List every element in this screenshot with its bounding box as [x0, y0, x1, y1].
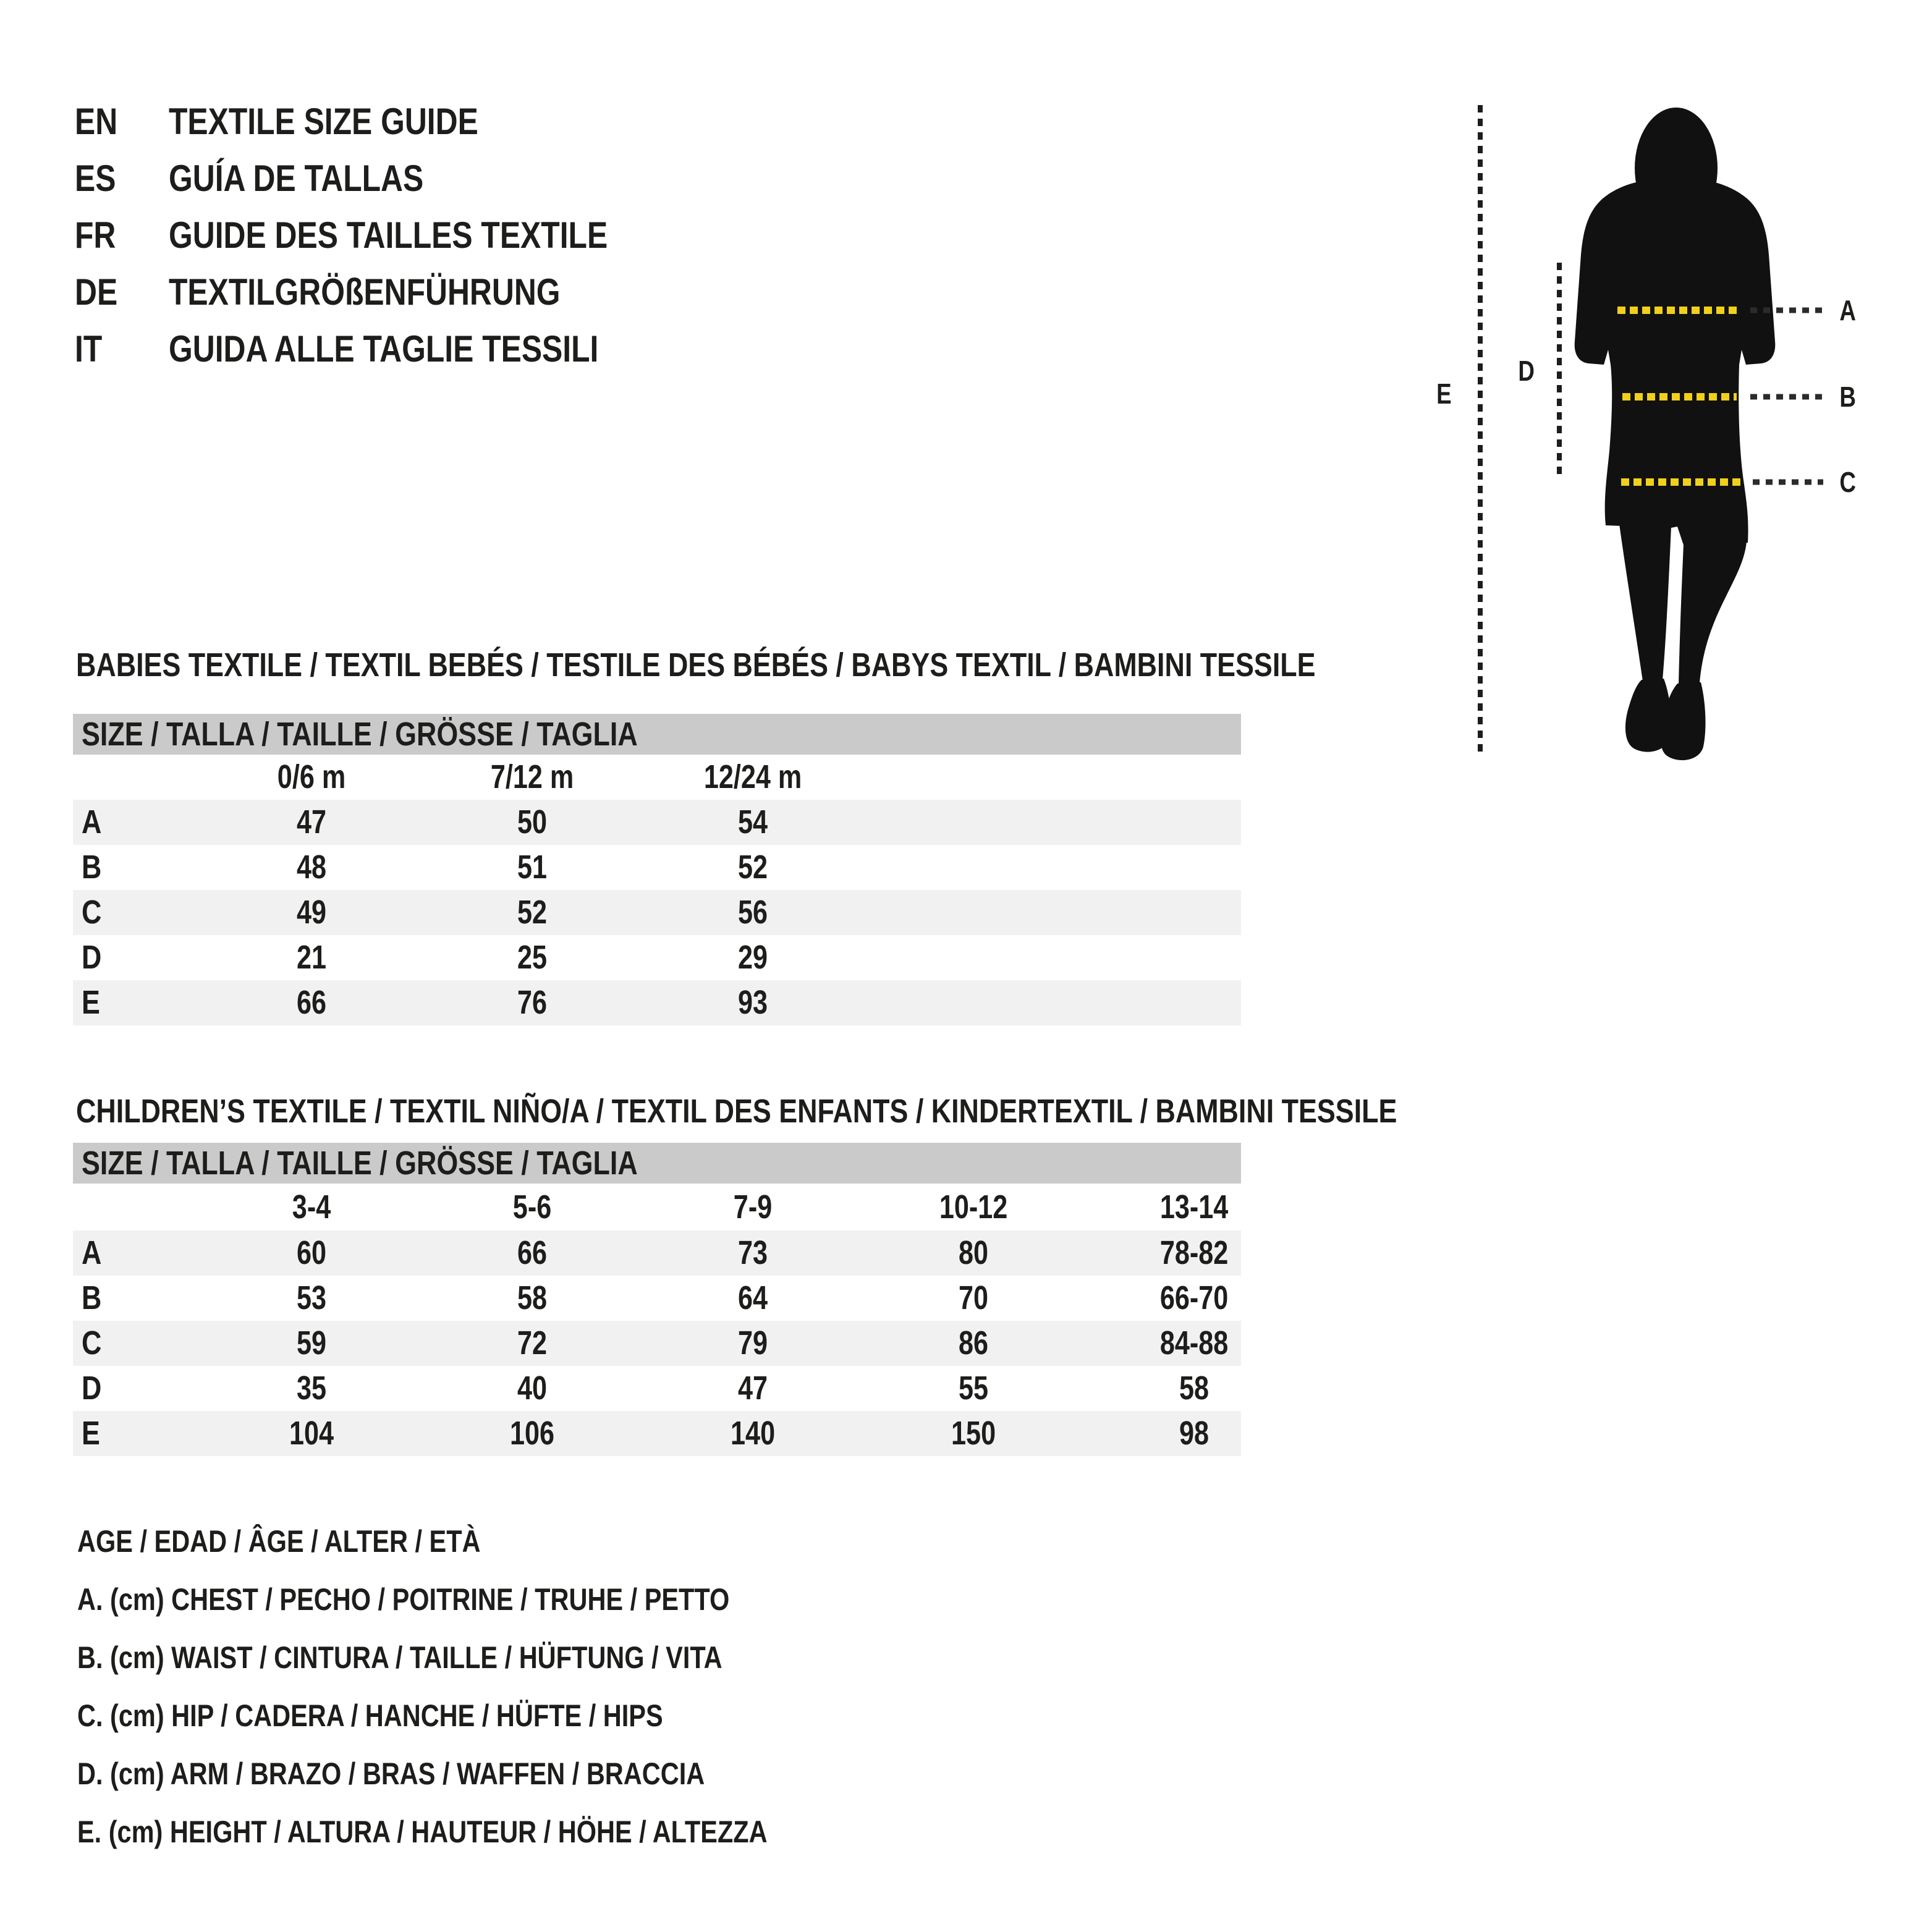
- cell-value: 98: [1179, 1415, 1210, 1452]
- cell-value: 25: [517, 939, 548, 976]
- cell-value: 58: [1179, 1370, 1210, 1407]
- cell-value: 60: [296, 1234, 327, 1271]
- babies-col-0-6m: 0/6 m: [277, 758, 346, 795]
- guide-title: GUÍA DE TALLAS: [169, 157, 424, 199]
- row-label: E: [82, 984, 100, 1021]
- cell-value: 49: [296, 894, 327, 931]
- children-row-d: [73, 1366, 1241, 1411]
- guide-title: GUIDA ALLE TAGLIE TESSILI: [169, 328, 599, 370]
- legend-age-line: AGE / EDAD / ÂGE / ALTER / ETÀ: [77, 1524, 481, 1559]
- children-section-title: CHILDREN’S TEXTILE / TEXTIL NIÑO/A / TEXTIL DES ENFANTS / KINDERTEXTIL / BAMBINI TESSILE: [76, 1093, 1397, 1130]
- row-label: C: [82, 894, 102, 931]
- guide-title: GUIDE DES TAILLES TEXTILE: [169, 214, 608, 256]
- children-row-c: [73, 1321, 1241, 1366]
- cell-value: 66: [517, 1234, 548, 1271]
- cell-value: 53: [296, 1279, 327, 1316]
- cell-value: 35: [296, 1370, 327, 1407]
- language-row-en: [75, 93, 698, 150]
- cell-value: 66-70: [1159, 1279, 1229, 1316]
- babies-section-title: BABIES TEXTILE / TEXTIL BEBÉS / TESTILE DES BÉBÉS / BABYS TEXTIL / BAMBINI TESSILE: [76, 646, 1316, 684]
- cell-value: 80: [958, 1234, 989, 1271]
- cell-value: 54: [737, 803, 768, 841]
- language-row-es: [75, 150, 698, 206]
- measurement-legend: [77, 1512, 909, 1861]
- language-code: IT: [75, 328, 103, 370]
- children-size-header-label: SIZE / TALLA / TAILLE / GRÖSSE / TAGLIA: [82, 1145, 638, 1182]
- cell-value: 47: [737, 1370, 768, 1407]
- cell-value: 76: [517, 984, 548, 1021]
- cell-value: 50: [517, 803, 548, 841]
- cell-value: 150: [951, 1415, 996, 1452]
- row-label: B: [82, 849, 102, 886]
- figure-label-height-e: E: [1436, 378, 1452, 410]
- babies-row-a: [73, 800, 1241, 845]
- cell-value: 70: [958, 1279, 989, 1316]
- row-label: A: [82, 803, 102, 841]
- language-row-it: [75, 320, 698, 377]
- cell-value: 72: [517, 1324, 548, 1362]
- cell-value: 47: [296, 803, 327, 841]
- cell-value: 64: [737, 1279, 768, 1316]
- cell-value: 48: [296, 849, 327, 886]
- children-row-e: [73, 1411, 1241, 1456]
- language-header: [75, 93, 698, 377]
- babies-row-d: [73, 935, 1241, 980]
- babies-row-b: [73, 845, 1241, 890]
- figure-label-hip-c: C: [1839, 466, 1857, 498]
- babies-col-7-12m: 7/12 m: [490, 758, 574, 795]
- children-size-header-bar: [73, 1143, 1241, 1184]
- babies-row-c: [73, 890, 1241, 935]
- babies-size-header-label: SIZE / TALLA / TAILLE / GRÖSSE / TAGLIA: [82, 716, 638, 753]
- children-row-a: [73, 1231, 1241, 1276]
- language-code: ES: [75, 157, 116, 199]
- row-label: D: [82, 1370, 102, 1407]
- legend-hip-line: C. (cm) HIP / CADERA / HANCHE / HÜFTE / HIPS: [77, 1698, 663, 1733]
- legend-height-line: E. (cm) HEIGHT / ALTURA / HAUTEUR / HÖHE / ALTEZZA: [77, 1815, 768, 1849]
- cell-value: 86: [958, 1324, 989, 1362]
- children-col-5-6: 5-6: [512, 1188, 552, 1226]
- babies-size-header-bar: [73, 714, 1241, 755]
- children-row-b: [73, 1276, 1241, 1321]
- babies-col-12-24m: 12/24 m: [703, 758, 802, 795]
- cell-value: 58: [517, 1279, 548, 1316]
- row-label: D: [82, 939, 102, 976]
- cell-value: 106: [509, 1415, 555, 1452]
- children-column-header-row: [73, 1184, 1241, 1231]
- row-label: A: [82, 1234, 102, 1271]
- figure-label-waist-b: B: [1839, 381, 1857, 413]
- language-row-de: [75, 263, 698, 320]
- guide-title: TEXTILE SIZE GUIDE: [169, 100, 478, 142]
- row-label: E: [82, 1415, 100, 1452]
- cell-value: 93: [737, 984, 768, 1021]
- cell-value: 56: [737, 894, 768, 931]
- cell-value: 51: [517, 849, 548, 886]
- babies-column-header-row: [73, 755, 1241, 800]
- cell-value: 40: [517, 1370, 548, 1407]
- children-col-7-9: 7-9: [733, 1188, 773, 1226]
- children-col-10-12: 10-12: [939, 1188, 1008, 1226]
- language-row-fr: [75, 206, 698, 263]
- cell-value: 21: [296, 939, 327, 976]
- guide-title: TEXTILGRÖßENFÜHRUNG: [169, 271, 561, 313]
- cell-value: 59: [296, 1324, 327, 1362]
- cell-value: 55: [958, 1370, 989, 1407]
- legend-arm-line: D. (cm) ARM / BRAZO / BRAS / WAFFEN / BRACCIA: [77, 1756, 705, 1791]
- cell-value: 29: [737, 939, 768, 976]
- cell-value: 140: [730, 1415, 776, 1452]
- cell-value: 78-82: [1159, 1234, 1229, 1271]
- children-col-13-14: 13-14: [1159, 1188, 1229, 1226]
- figure-label-arm-d: D: [1518, 355, 1535, 387]
- cell-value: 79: [737, 1324, 768, 1362]
- cell-value: 104: [289, 1415, 334, 1452]
- legend-chest-line: A. (cm) CHEST / PECHO / POITRINE / TRUHE / PETTO: [77, 1582, 730, 1617]
- language-code: FR: [75, 214, 116, 256]
- language-code: EN: [75, 100, 118, 142]
- legend-waist-line: B. (cm) WAIST / CINTURA / TAILLE / HÜFTUNG / VITA: [77, 1640, 722, 1675]
- cell-value: 52: [517, 894, 548, 931]
- child-silhouette: [1575, 108, 1776, 760]
- babies-row-e: [73, 980, 1241, 1025]
- cell-value: 84-88: [1159, 1324, 1229, 1362]
- row-label: B: [82, 1279, 102, 1316]
- figure-label-chest-a: A: [1839, 294, 1857, 326]
- language-code: DE: [75, 271, 118, 313]
- cell-value: 73: [737, 1234, 768, 1271]
- cell-value: 52: [737, 849, 768, 886]
- cell-value: 66: [296, 984, 327, 1021]
- row-label: C: [82, 1324, 102, 1362]
- children-col-3-4: 3-4: [292, 1188, 331, 1226]
